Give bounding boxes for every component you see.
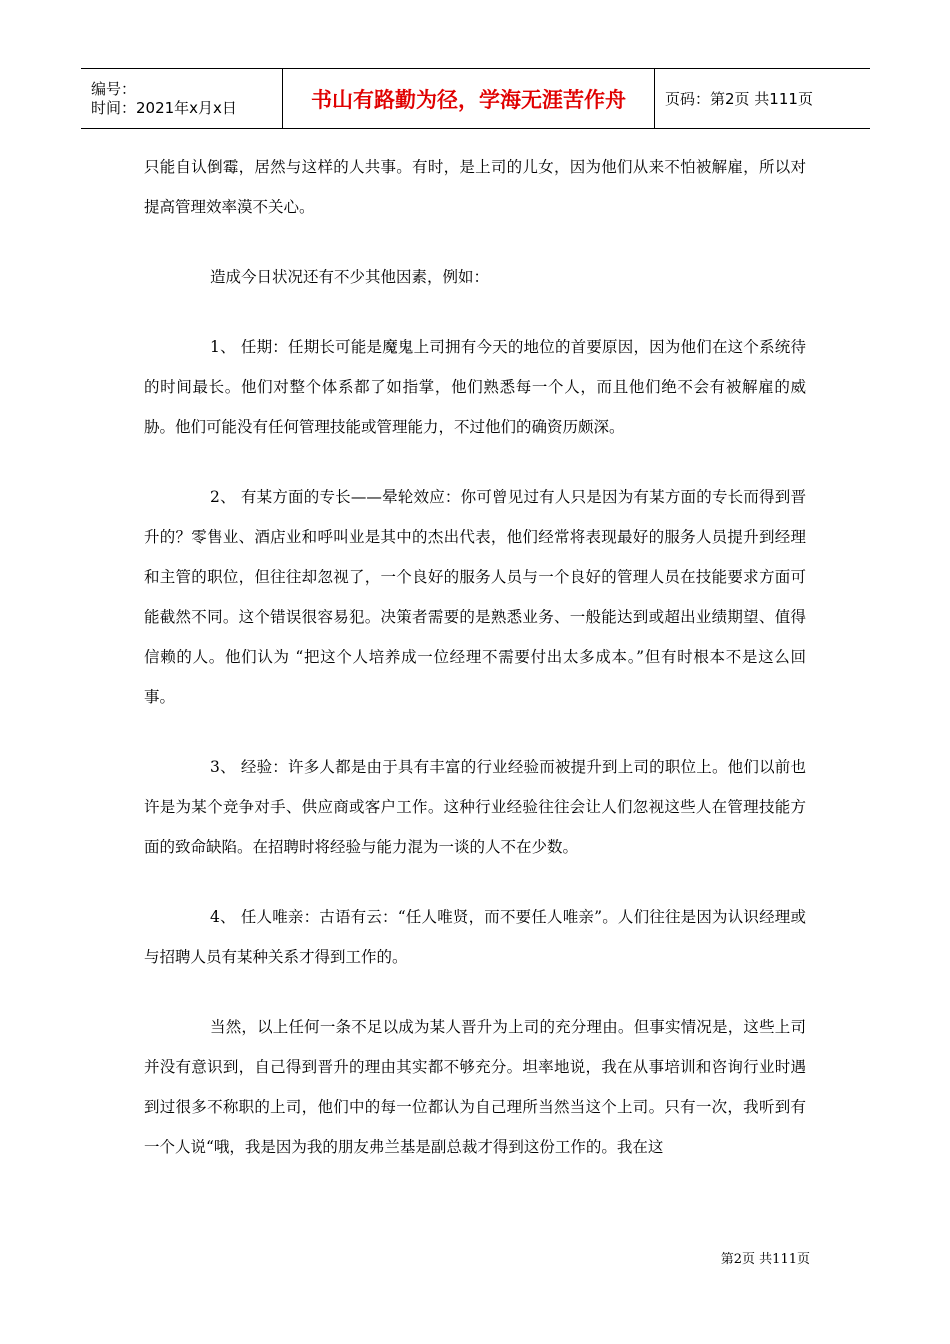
page-header bbox=[81, 68, 870, 129]
document-date: 时间：2021年x月x日 bbox=[91, 98, 237, 117]
paragraph: 4、 任人唯亲：古语有云：“任人唯贤，而不要任人唯亲”。人们往往是因为认识经理或与招聘人员有某种关系才得到工作的。 bbox=[144, 908, 806, 966]
paragraph: 只能自认倒霉，居然与这样的人共事。有时，是上司的儿女，因为他们从来不怕被解雇，所以对提高管理效率漠不关心。 bbox=[144, 158, 806, 216]
header-motto: 书山有路勤为径，学海无涯苦作舟 bbox=[282, 69, 655, 128]
paragraph: 1、 任期：任期长可能是魔鬼上司拥有今天的地位的首要原因，因为他们在这个系统待的时间最长。他们对整个体系都了如指掌，他们熟悉每一个人，而且他们绝不会有被解雇的威胁。他们可能没有任何管理技能或管理能力，不过他们的确资历颇深。 bbox=[144, 338, 806, 436]
paragraph: 2、 有某方面的专长——晕轮效应：你可曾见过有人只是因为有某方面的专长而得到晋升的？零售业、酒店业和呼叫业是其中的杰出代表，他们经常将表现最好的服务人员提升到经理和主管的职位，但往往却忽视了，一个良好的服务人员与一个良好的管理人员在技能要求方面可能截然不同。这个错误很容易犯。决策者需要的是熟悉业务、一般能达到或超出业绩期望、值得信赖的人。他们认为 “把这个人培养成一位经理不需要付出太多成本。”但有时根本不是这么回事。 bbox=[144, 488, 806, 706]
header-page-number: 页码：第2页 共111页 bbox=[665, 90, 813, 108]
footer-page-number: 第2页 共111页 bbox=[720, 1252, 810, 1267]
paragraph: 3、 经验：许多人都是由于具有丰富的行业经验而被提升到上司的职位上。他们以前也许是为某个竞争对手、供应商或客户工作。这种行业经验往往会让人们忽视这些人在管理技能方面的致命缺陷。在招聘时将经验与能力混为一谈的人不在少数。 bbox=[144, 758, 806, 856]
document-body bbox=[144, 147, 806, 1197]
paragraph: 造成今日状况还有不少其他因素，例如： bbox=[210, 268, 490, 286]
header-meta bbox=[81, 69, 282, 128]
document-number-label: 编号： bbox=[91, 79, 137, 98]
paragraph: 当然，以上任何一条不足以成为某人晋升为上司的充分理由。但事实情况是，这些上司并没有意识到，自己得到晋升的理由其实都不够充分。坦率地说，我在从事培训和咨询行业时遇到过很多不称职的上司，他们中的每一位都认为自己理所当然当这个上司。只有一次，我听到有一个人说“哦，我是因为我的朋友弗兰基是副总裁才得到这份工作的。我在这 bbox=[144, 1018, 806, 1156]
